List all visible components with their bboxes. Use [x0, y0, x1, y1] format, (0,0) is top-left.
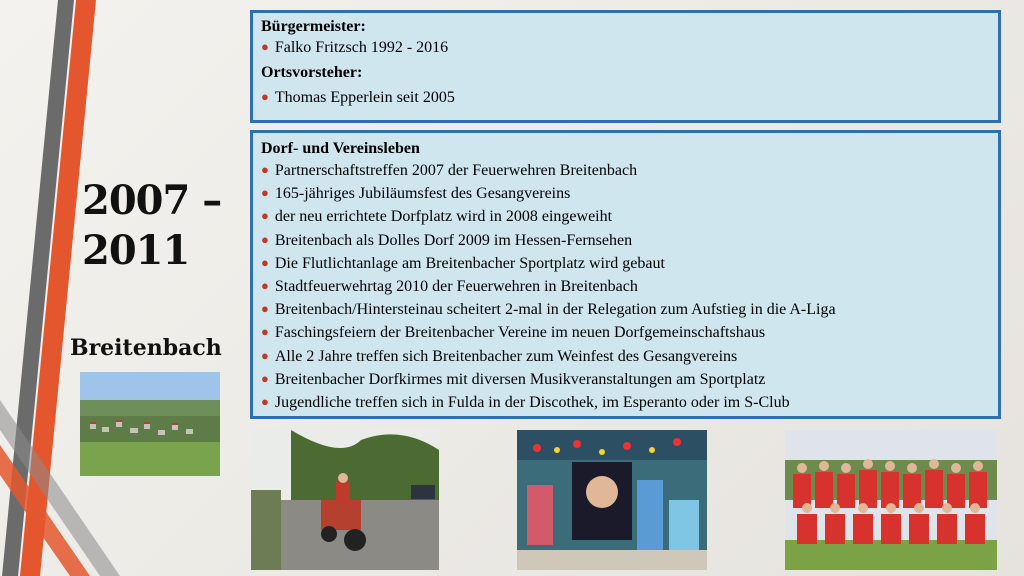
list-item: ● Die Flutlichtanlage am Breitenbacher Sportplatz wird gebaut	[261, 254, 665, 272]
mayor-label: Bürgermeister:	[261, 18, 366, 35]
bullet-icon: ●	[261, 301, 269, 317]
bullet-icon: ●	[261, 89, 269, 104]
list-item: ● 165-jähriges Jubiläumsfest des Gesangvereins	[261, 185, 571, 203]
bullet-icon: ●	[261, 394, 269, 410]
bullet-icon: ●	[261, 162, 269, 177]
list-item: ● Breitenbacher Dorfkirmes mit diversen Musikveranstaltungen am Sportplatz	[261, 370, 766, 388]
list-item: ● Jugendliche treffen sich in Fulda in der Discothek, im Esperanto oder im S-Club	[261, 394, 790, 412]
bullet-icon: ●	[261, 254, 269, 270]
chair-entry: ● Thomas Epperlein seit 2005	[261, 89, 455, 106]
list-item: ● Partnerschaftstreffen 2007 der Feuerwehren Breitenbach	[261, 162, 638, 179]
list-item: ● Faschingsfeiern der Breitenbacher Vereine im neuen Dorfgemeinschaftshaus	[261, 324, 766, 342]
village-life-heading: Dorf- und Vereinsleben	[261, 140, 420, 157]
village-life-box	[250, 130, 1001, 419]
list-item: ● Alle 2 Jahre treffen sich Breitenbacher zum Weinfest des Gesangvereins	[261, 347, 738, 365]
bullet-icon: ●	[261, 185, 269, 201]
village-photo	[80, 372, 220, 476]
officials-box	[250, 10, 1001, 123]
list-item: ● Breitenbach/Hintersteinau scheitert 2-mal in der Relegation zum Aufstieg in die A-Liga	[261, 301, 836, 319]
bullet-icon: ●	[261, 278, 269, 294]
bullet-icon: ●	[261, 231, 269, 247]
bullet-icon: ●	[261, 324, 269, 340]
bullet-icon: ●	[261, 347, 269, 363]
page-subtitle: Breitenbach	[70, 335, 222, 361]
list-item: ● der neu errichtete Dorfplatz wird in 2008 eingeweiht	[261, 208, 613, 226]
page-title: 2007 – 2011	[82, 177, 222, 274]
list-item: ● Stadtfeuerwehrtag 2010 der Feuerwehren in Breitenbach	[261, 278, 638, 296]
list-item: ● Breitenbach als Dolles Dorf 2009 im Hessen-Fernsehen	[261, 231, 633, 249]
chair-label: Ortsvorsteher:	[261, 64, 363, 81]
parade-photo	[251, 430, 439, 570]
bullet-icon: ●	[261, 208, 269, 224]
carnival-photo	[517, 430, 707, 570]
mayor-entry: ● Falko Fritzsch 1992 - 2016	[261, 39, 449, 56]
decorative-stripes	[0, 0, 120, 576]
bullet-icon: ●	[261, 370, 269, 386]
fire-brigade-photo	[785, 430, 997, 570]
village-life-list	[261, 159, 990, 414]
bullet-icon: ●	[261, 39, 269, 54]
